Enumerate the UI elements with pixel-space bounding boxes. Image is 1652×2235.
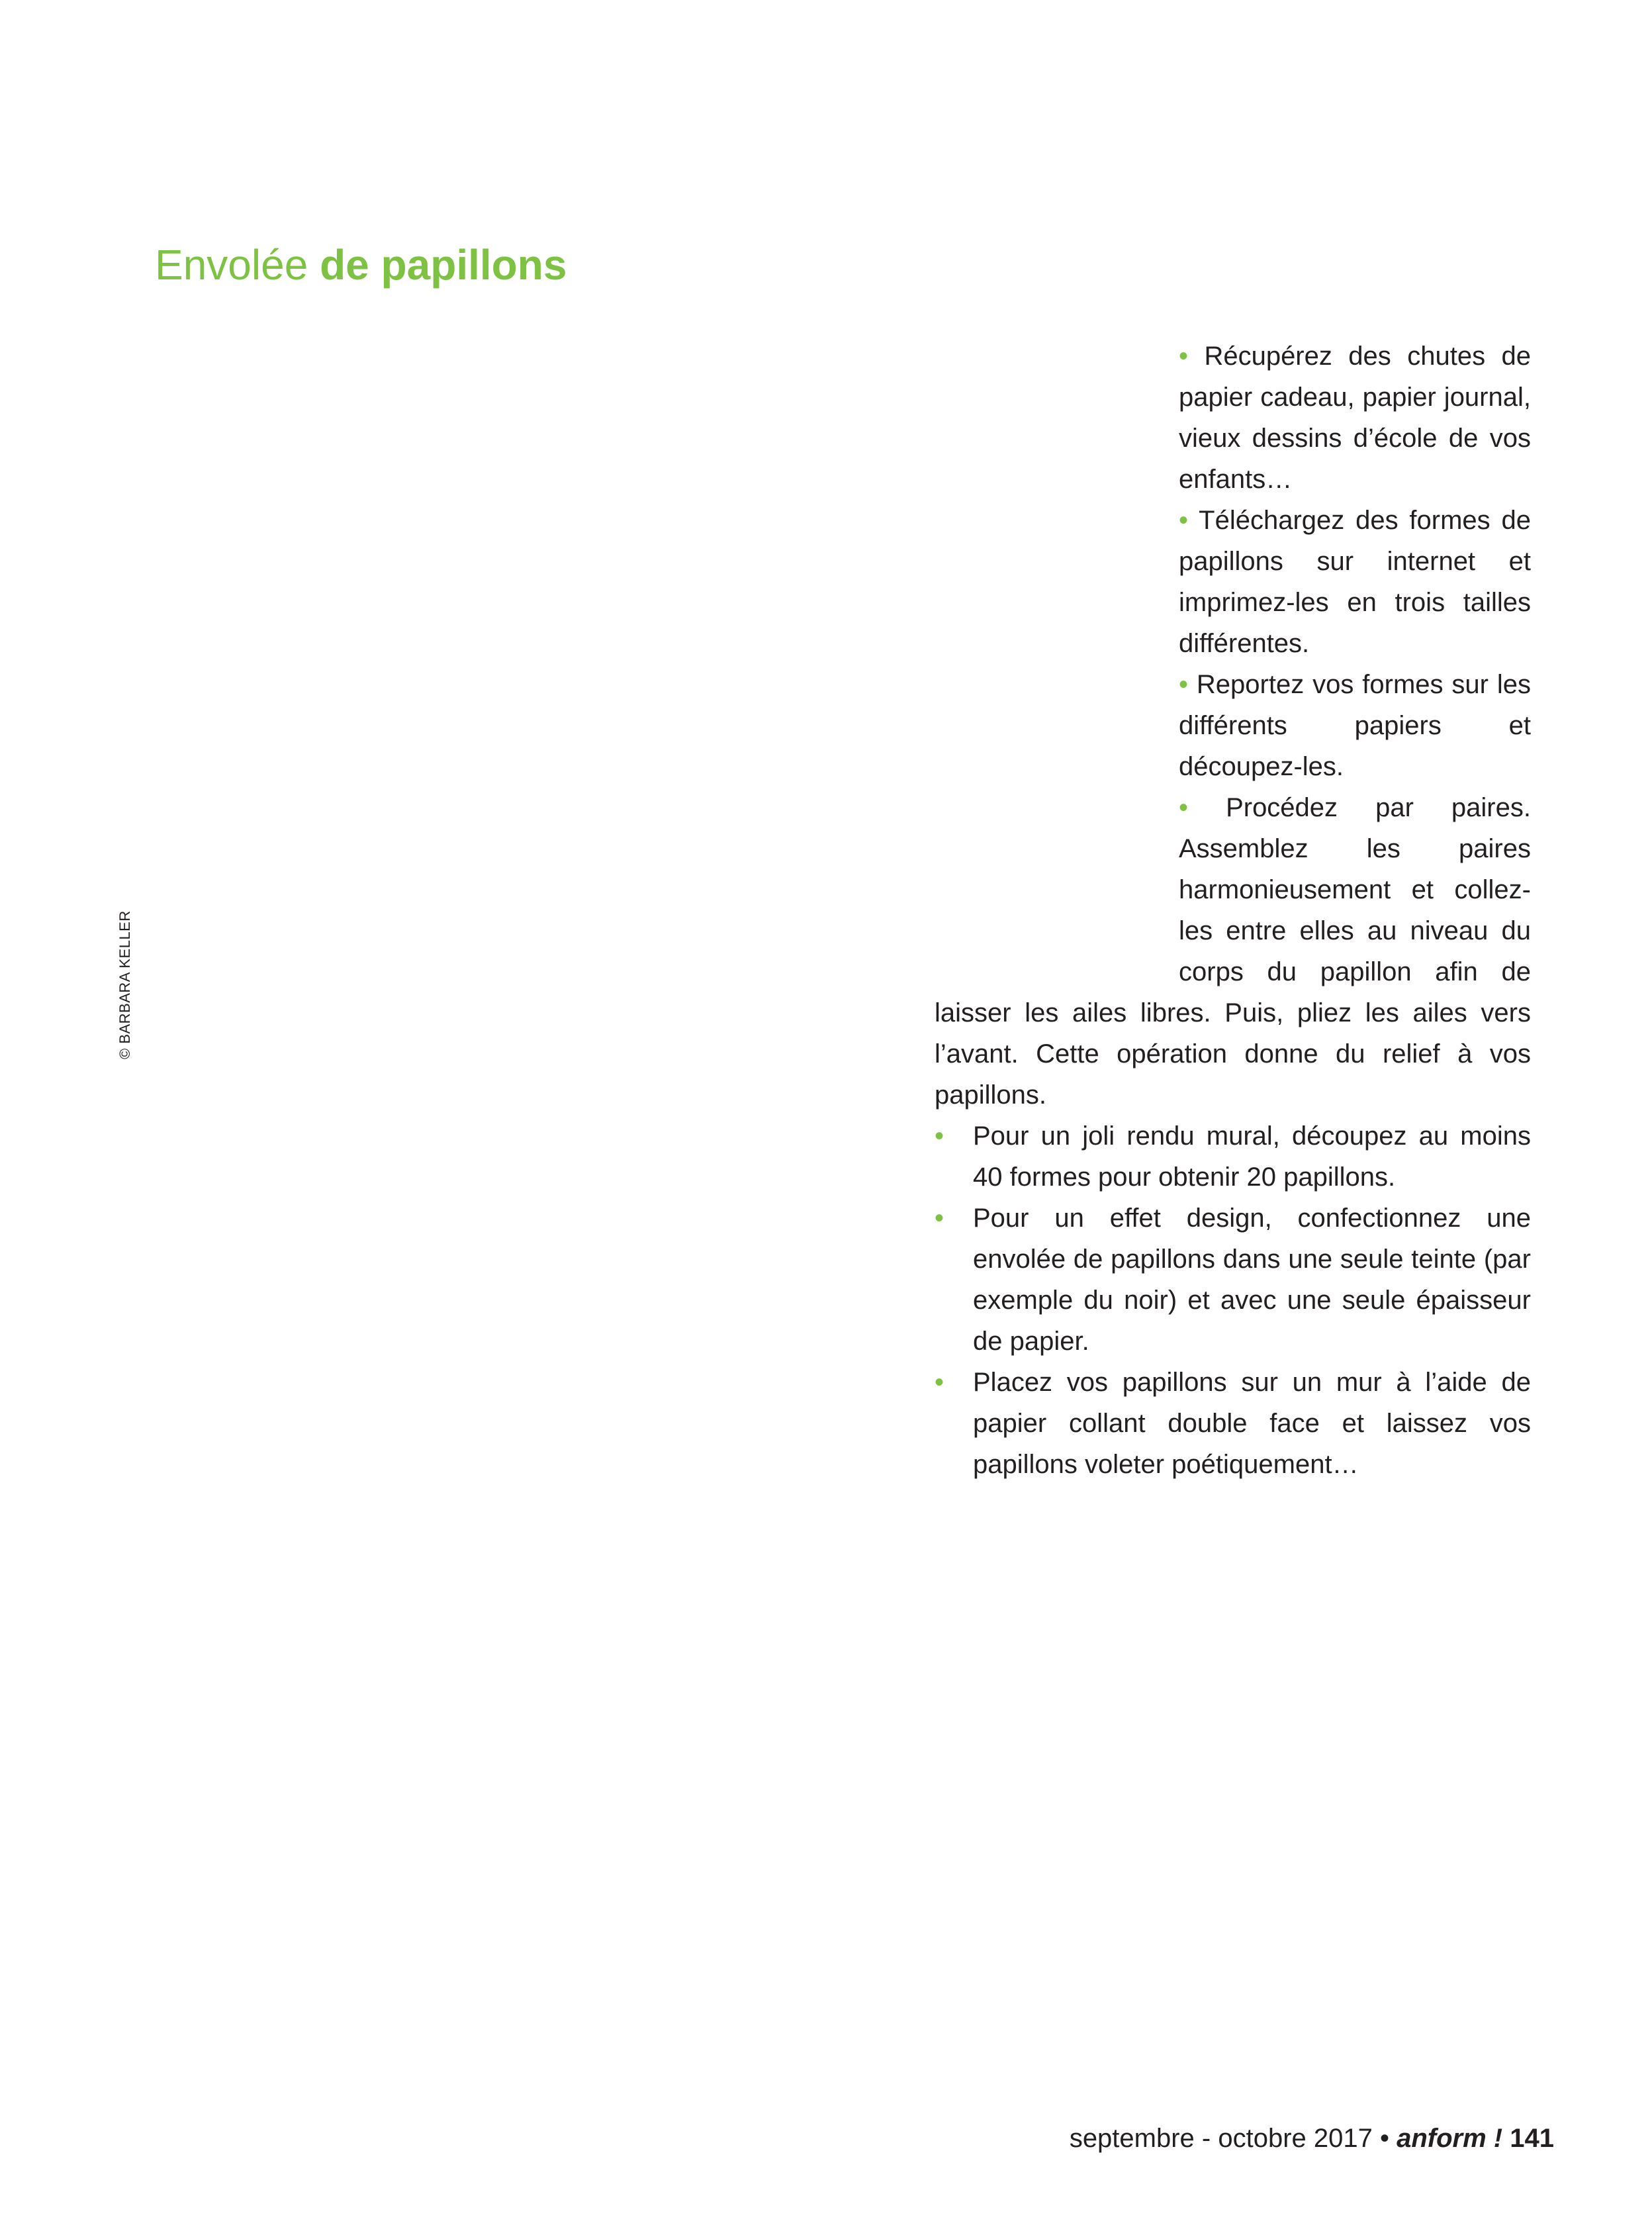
tip-item — [935, 1198, 1531, 1362]
tip-text: Placez vos papillons sur un mur à l’aide de papier collant double face et laissez vos papillons voleter poétiquement… — [973, 1368, 1531, 1479]
tip-text: Pour un effet design, confectionnez une envolée de papillons dans une seule teinte (par exemple du noir) et avec une seule épaisseur de papier. — [973, 1204, 1531, 1356]
article-title — [155, 233, 567, 297]
instruction-text: Procédez par paires. Assemblez les paires harmonieusement et collez-les entre elles au niveau du corps du papillon afin de laisser les ailes libres. Puis, pliez les ailes vers l’avant. Cette opération donne du relief à vos papillons. — [935, 793, 1531, 1110]
image-wrap-area — [935, 336, 1179, 992]
title-light: Envolée — [155, 241, 308, 289]
footer-separator: • — [1379, 2124, 1389, 2153]
page-footer — [1070, 2118, 1554, 2158]
magazine-name: anform ! — [1397, 2124, 1503, 2153]
issue-date: septembre - octobre 2017 — [1069, 2124, 1373, 2153]
tip-text: Pour un joli rendu mural, découpez au moins 40 formes pour obtenir 20 papillons. — [973, 1121, 1531, 1192]
tips-list — [935, 1116, 1531, 1485]
instruction-text: Téléchargez des formes de papillons sur internet et imprimez-les en trois tailles différentes. — [1179, 506, 1532, 658]
title-bold: de papillons — [320, 241, 567, 289]
page-number: 141 — [1510, 2124, 1554, 2153]
tip-item — [935, 1116, 1531, 1198]
bullet-icon: • — [935, 1368, 944, 1397]
bullet-icon: • — [1179, 793, 1189, 822]
bullet-icon: • — [1179, 670, 1189, 699]
tip-item — [935, 1362, 1531, 1485]
bullet-icon: • — [1179, 342, 1189, 371]
instructions-block — [935, 336, 1531, 1485]
bullet-icon: • — [1179, 506, 1189, 535]
bullet-icon: • — [935, 1204, 944, 1233]
bullet-icon: • — [935, 1121, 944, 1151]
photo-credit: © BARBARA KELLER — [116, 910, 133, 1059]
instruction-text: Récupérez des chutes de papier cadeau, papier journal, vieux dessins d’école de vos enfants… — [1179, 342, 1531, 494]
instruction-text: Reportez vos formes sur les différents papiers et découpez-les. — [1179, 670, 1531, 781]
